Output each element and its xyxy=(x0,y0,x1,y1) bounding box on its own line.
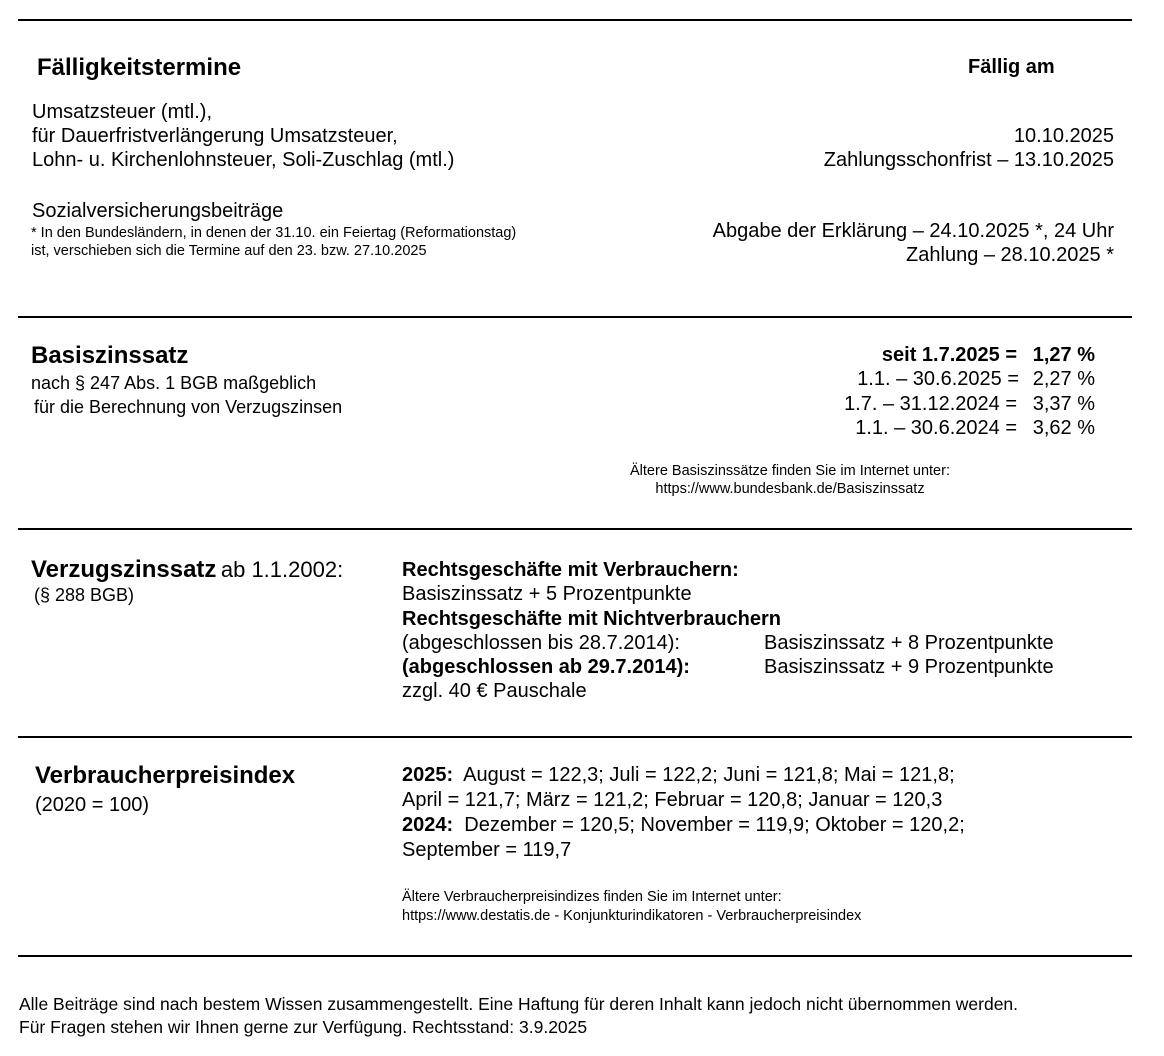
rate-period: 1.1. – 30.6.2024 = xyxy=(855,416,1017,439)
vpi-2025-line-1 xyxy=(402,763,965,788)
nonconsumers-row-1-value: Basiszinssatz + 8 Prozentpunkte xyxy=(764,631,1054,654)
divider-footer xyxy=(18,955,1132,957)
rate-row xyxy=(844,392,1095,416)
vpi-note-line-1: Ältere Verbraucherpreisindizes finden Sie im Internet unter: xyxy=(402,889,782,905)
nonconsumers-row-1-label: (abgeschlossen bis 28.7.2014): xyxy=(402,631,680,654)
rate-value: 1,27 % xyxy=(1032,344,1095,366)
verzug-details xyxy=(402,558,1054,704)
basiszins-title: Basiszinssatz xyxy=(31,342,189,369)
nonconsumers-row-2-value: Basiszinssatz + 9 Prozentpunkte xyxy=(764,656,1054,679)
sv-declaration: Abgabe der Erklärung – 24.10.2025 *, 24 Uhr xyxy=(712,220,1114,242)
rate-value: 2,27 % xyxy=(1032,368,1095,391)
vpi-2024-values-1: Dezember = 120,5; November = 119,9; Oktober = 120,2; xyxy=(464,814,965,836)
flat-fee: zzgl. 40 € Pauschale xyxy=(402,680,587,703)
basiszins-subtitle-line-1: nach § 247 Abs. 1 BGB maßgeblich xyxy=(31,373,317,393)
vpi-title: Verbraucherpreisindex xyxy=(35,762,296,789)
vpi-note xyxy=(402,888,861,926)
divider-top xyxy=(18,19,1132,21)
footer-contact: Für Fragen stehen wir Ihnen gerne zur Verfügung. Rechtsstand: 3.9.2025 xyxy=(19,1017,588,1037)
vpi-year-2025: 2025: xyxy=(402,764,454,786)
sv-label: Sozialversicherungsbeiträge xyxy=(32,200,284,222)
faelligkeit-title: Fälligkeitstermine xyxy=(37,54,242,81)
tax-due xyxy=(824,124,1114,172)
rate-period: 1.7. – 31.12.2024 = xyxy=(844,392,1017,415)
rate-period: 1.1. – 30.6.2025 = xyxy=(857,368,1019,391)
sv-due xyxy=(713,219,1114,267)
tax-lines xyxy=(32,100,454,172)
rate-value: 3,62 % xyxy=(1032,416,1095,439)
tax-line-1: Umsatzsteuer (mtl.), xyxy=(32,101,213,123)
divider-verzug xyxy=(18,528,1132,530)
basiszins-subtitle xyxy=(31,371,342,419)
tax-due-date: 10.10.2025 xyxy=(1013,125,1114,147)
vpi-values xyxy=(402,763,965,863)
verzug-ref: (§ 288 BGB) xyxy=(34,585,135,605)
tax-line-2: für Dauerfristverlängerung Umsatzsteuer, xyxy=(32,125,398,147)
nonconsumers-heading: Rechtsgeschäfte mit Nichtverbrauchern xyxy=(402,607,782,630)
nonconsumers-row-2-label: (abgeschlossen ab 29.7.2014): xyxy=(402,656,690,679)
due-header: Fällig am xyxy=(968,56,1055,78)
rate-row xyxy=(844,343,1095,367)
vpi-note-link[interactable]: https://www.destatis.de - Konjunkturindikatoren - Verbraucherpreisindex xyxy=(402,908,862,924)
vpi-base: (2020 = 100) xyxy=(35,794,149,816)
divider-basiszins xyxy=(18,316,1132,318)
verzug-title-suffix: ab 1.1.2002: xyxy=(220,557,344,582)
sv-note xyxy=(31,224,516,260)
footer xyxy=(19,993,1018,1039)
footer-disclaimer: Alle Beiträge sind nach bestem Wissen zusammengestellt. Eine Haftung für deren Inhalt kann jedoch nicht übernommen werden. xyxy=(19,994,1019,1014)
basiszins-note-link[interactable]: https://www.bundesbank.de/Basiszinssatz xyxy=(655,481,925,497)
rate-row xyxy=(844,416,1095,440)
nonconsumers-row-2 xyxy=(402,655,1054,679)
sv-payment: Zahlung – 28.10.2025 * xyxy=(906,244,1114,266)
consumers-heading: Rechtsgeschäfte mit Verbrauchern: xyxy=(402,559,739,581)
basiszins-subtitle-line-2: für die Berechnung von Verzugszinsen xyxy=(34,397,343,417)
verzug-title xyxy=(31,556,343,584)
rate-value: 3,37 % xyxy=(1032,392,1095,415)
rate-row xyxy=(844,367,1095,391)
divider-vpi xyxy=(18,736,1132,738)
vpi-2024-line-1 xyxy=(402,813,965,838)
sv-note-line-2: ist, verschieben sich die Termine auf den 23. bzw. 27.10.2025 xyxy=(31,243,427,259)
rate-period: seit 1.7.2025 = xyxy=(881,344,1017,366)
consumers-value: Basiszinssatz + 5 Prozentpunkte xyxy=(402,583,692,606)
vpi-2025-values-1: August = 122,3; Juli = 122,2; Juni = 121,8; Mai = 121,8; xyxy=(463,764,955,786)
basiszins-note xyxy=(590,462,990,498)
tax-grace-period: Zahlungsschonfrist – 13.10.2025 xyxy=(823,149,1114,171)
vpi-2024-line-2: September = 119,7 xyxy=(402,839,572,861)
vpi-year-2024: 2024: xyxy=(402,814,454,836)
sv-note-line-1: * In den Bundesländern, in denen der 31.10. ein Feiertag (Reformationstag) xyxy=(31,225,517,241)
rates-table xyxy=(844,343,1095,440)
tax-line-3: Lohn- u. Kirchenlohnsteuer, Soli-Zuschlag (mtl.) xyxy=(32,149,455,171)
nonconsumers-row-1 xyxy=(402,631,1054,655)
vpi-2025-line-2: April = 121,7; März = 121,2; Februar = 120,8; Januar = 120,3 xyxy=(402,789,943,811)
basiszins-note-line-1: Ältere Basiszinssätze finden Sie im Internet unter: xyxy=(630,463,950,479)
verzug-title-bold: Verzugszinssatz xyxy=(31,556,217,583)
